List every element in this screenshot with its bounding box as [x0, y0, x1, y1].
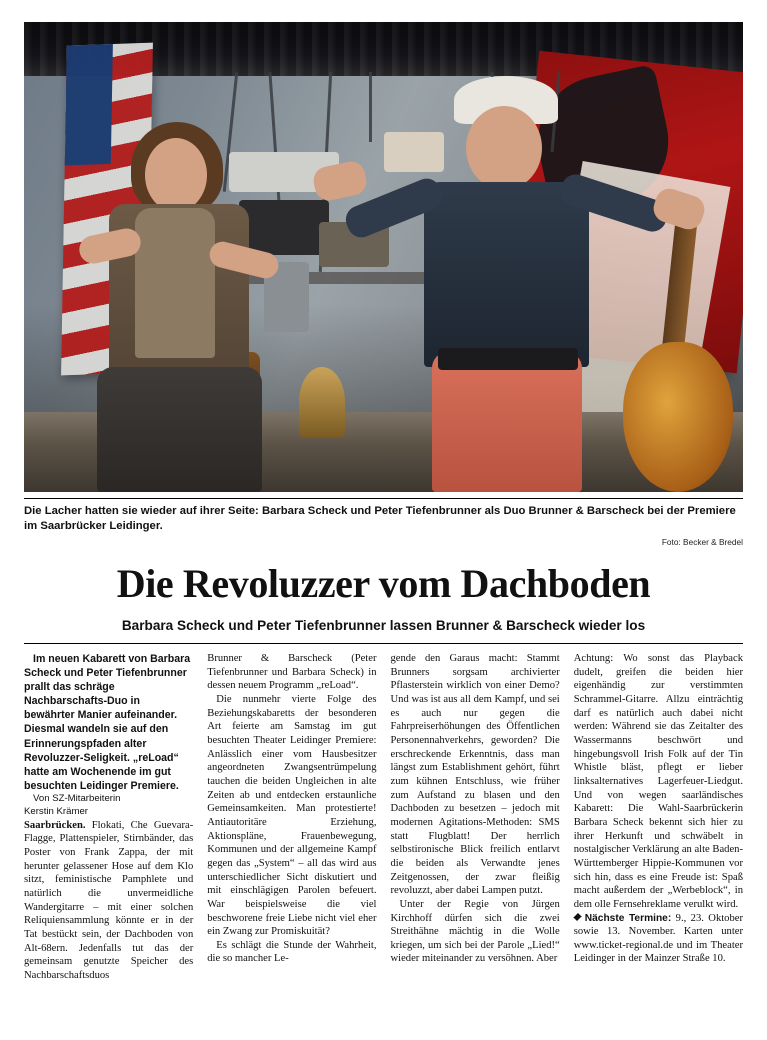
- article-photo: [24, 22, 743, 492]
- upcoming-dates-box: [574, 912, 743, 967]
- photo-caption-block: [24, 498, 743, 547]
- column-1: [24, 652, 193, 983]
- article-subhead: Barbara Scheck und Peter Tiefenbrunner lassen Brunner & Barscheck wieder los: [121, 618, 646, 634]
- torso: [424, 182, 589, 367]
- photo-credit: Foto: Becker & Bredel: [661, 537, 743, 548]
- head: [145, 138, 207, 212]
- upcoming-dates-text: 9., 23. Oktober sowie 13. November. Karten unter www.ticket-regional.de und im Theater Leidinger in der Mainzer Straße 10.: [573, 912, 744, 965]
- body-paragraph: Unter der Regie von Jürgen Kirchhoff dürfen sich die zwei Streithähne mächtig in die Wolle kriegen, um sich bei der Parole „Lied!“ wieder miteinander zu versöhnen. Aber: [390, 898, 560, 965]
- head: [466, 106, 542, 190]
- dateline: Saarbrücken.: [24, 819, 86, 831]
- body-paragraph: Brunner & Barscheck (Peter Tiefenbrunner und Barbara Scheck) in dessen neuem Programm „reLoad“.: [207, 653, 377, 692]
- column-3: [391, 652, 560, 983]
- skirt: [97, 367, 262, 492]
- divider-rule: [24, 643, 743, 644]
- byline-line-2: Kerstin Krämer: [24, 805, 88, 817]
- photo-caption: Die Lacher hatten sie wieder auf ihrer Seite: Barbara Scheck und Peter Tiefenbrunner als Duo Brunner & Barscheck bei der Premiere im Saarbrücker Leidinger.: [24, 505, 736, 533]
- column-4: [574, 652, 743, 983]
- upcoming-dates-label: Nächste Termine:: [584, 912, 672, 924]
- body-text: Flokati, Che Guevara-Flagge, Plattenspieler, Stirnbänder, das Poster von Frank Zappa, der mit herunter gelassener Hose auf dem Klo sitzt, feministische Pamphlete und natürlich die unvermeidliche Wandergitarre – mit einer solchen Reliquiensammlung könnte er in der Tat bestückt sein, der Dachboden von Alt-68ern. Jedenfalls tut das der gemeinsam genutzte Speicher des Nachbarschaftsduos: [24, 819, 194, 981]
- body-paragraph: gende den Garaus macht: Stammt Brunners sorgsam archivierter Pflasterstein wirklich von einer Demo? Und was ist aus all dem Kampf, und sei es auch nur gegen die Fahrpreiserhöhungen des Öffentlichen Personennahverkehrs, geworden? Die erschreckende Erkenntnis, dass man längst zum Establishment gehört, führt zum kühnen Entschluss, wie früher zum Aufstand zu blasen und den Dachboden zu besetzen – jedoch mit modernen Agitations-Methoden: SMS statt Flugblatt! Der herrlich selbstironische Blick freilich entlarvt die beiden als Verwandte jenes Zeitgenossen, der zwar fleißig revoluzzt, aber dabei Lampen putzt.: [390, 653, 560, 897]
- byline-line-1: Von SZ-Mitarbeiterin: [33, 792, 121, 804]
- article-columns: [24, 652, 743, 983]
- body-paragraph: [24, 819, 193, 983]
- diamond-bullet-icon: [574, 909, 582, 917]
- trousers: [432, 352, 582, 492]
- performer-left: [79, 112, 309, 492]
- article-headline: Die Revoluzzer vom Dachboden: [116, 561, 651, 607]
- shirt: [135, 208, 215, 358]
- performer-right: [354, 72, 654, 492]
- belt: [438, 348, 578, 370]
- article-lead: Im neuen Kabarett von Barbara Scheck und Peter Tiefenbrunner prallt das schräge Nachbarschafts-Duo in bewährter Manier aufeinander. Diesmal wandeln sie auf den Erinnerungspfaden alter Revoluzzer-Seligkeit. „reLoad“ hatte am Wochenende im gut besuchten Leidinger Premiere.: [24, 653, 191, 792]
- body-paragraph: Achtung: Wo sonst das Playback dudelt, greifen die beiden hier eigenhändig zur verstimmten Schrammel-Gitarre. Allzu einträchtig darf es natürlich auch dabei nicht werden: Während sie das Zeitalter des Wassermanns beschwört und hingebungsvoll Irish Folk auf der Tin Whistle bläst, pflegt er lieber linksalternatives Lagerfeuer-Liedgut. Und von wegen saarländisches Kabarett: Die Wahl-Saarbrückerin Barbara Scheck bekennt sich hier zu ihrer Herkunft und schwäbelt in nostalgischer Verklärung an alte Baden-Württemberger Hippie-Kommunen vor sich hin, dass es eine Freude ist: Spaß macht außerdem der „Werbeblock“, in dem olle Fernsehreklame verulkt wird.: [573, 653, 743, 910]
- byline: [24, 793, 193, 819]
- body-paragraph: Die nunmehr vierte Folge des Beziehungskabaretts der besonderen Art feierte am Samstag im gut besuchten Theater Leidinger Premiere: Anlässlich einer vom Hausbesitzer angeordneten Zwangsentrümpelung tauchen die beiden Ungleichen in alte Zeiten ab und entdecken erstaunliche Gemeinsamkeiten. Man protestierte! Antiautoritäre Erziehung, Aktionspläne, Frauenbewegung, Kommunen und der allgemeine Kampf gegen das „System“ – all das wird aus unterschiedlicher Sicht diskutiert und mit einschlägigen Parolen befeuert. War beispielsweise die viel beschworene freie Liebe nicht viel eher ein Zwang zur Promiskuität?: [207, 694, 377, 938]
- body-paragraph: Es schlägt die Stunde der Wahrheit, die so mancher Le-: [207, 939, 377, 965]
- column-2: [207, 652, 376, 983]
